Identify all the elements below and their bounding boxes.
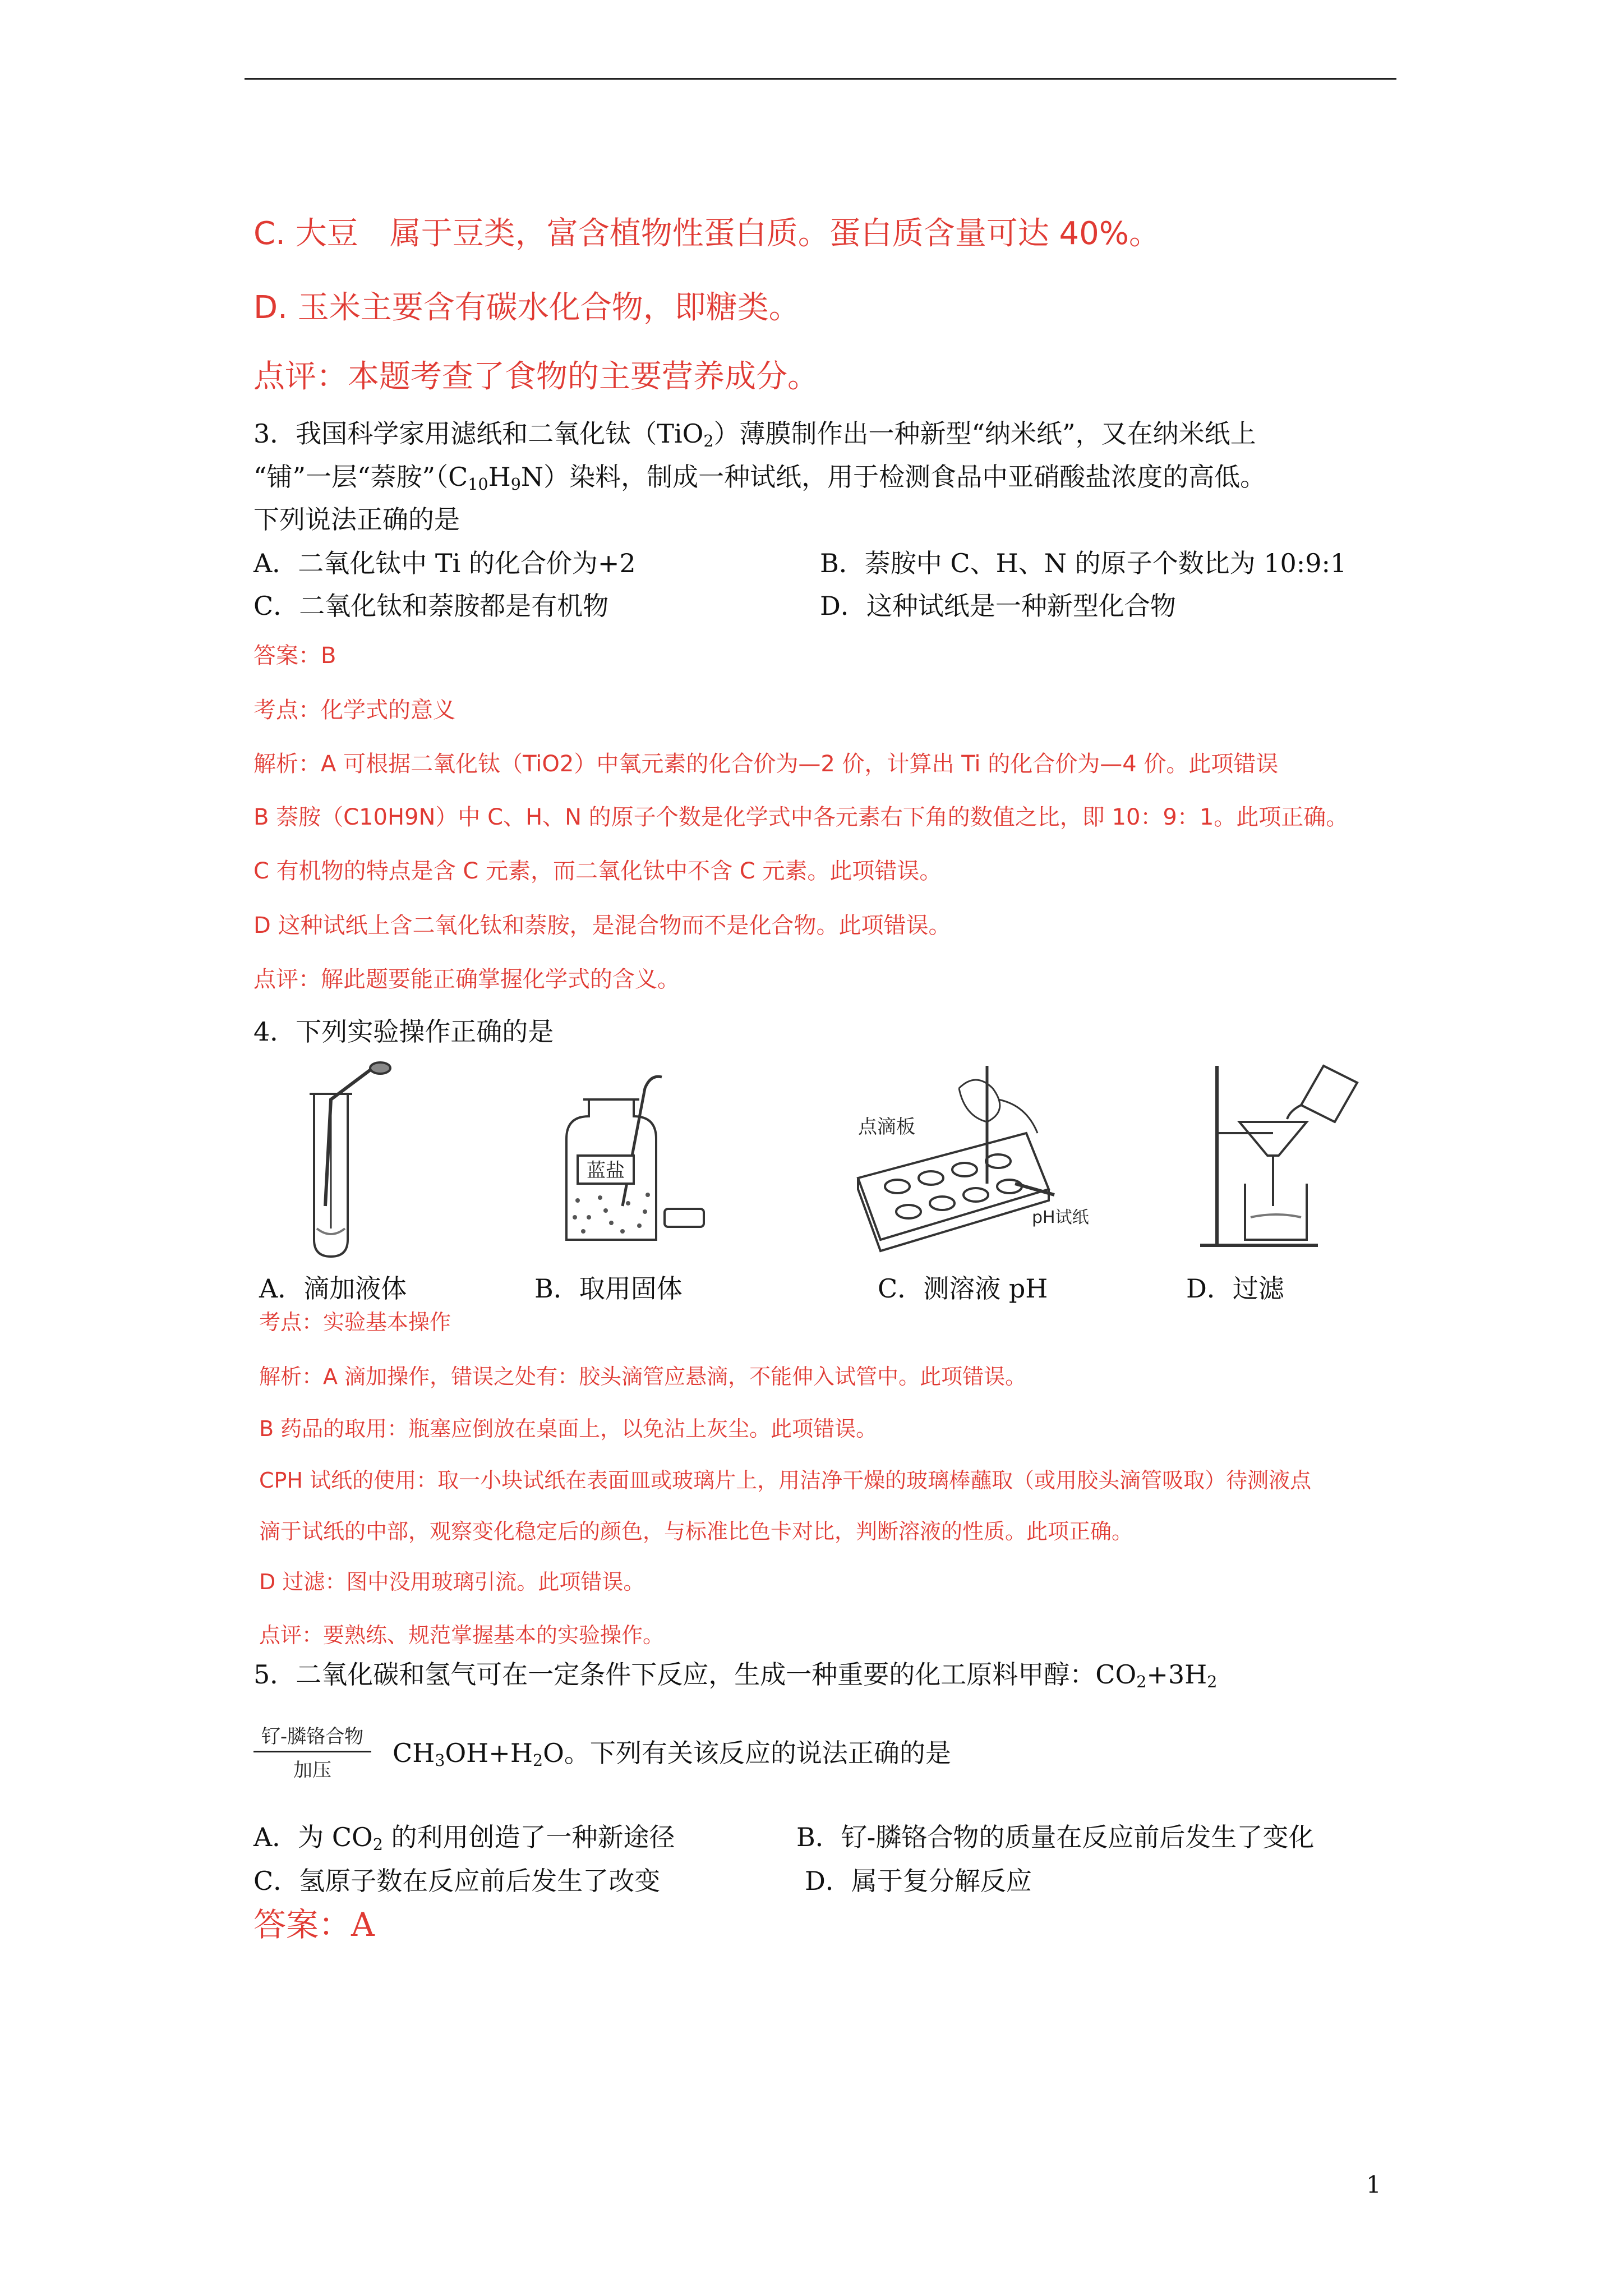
q3-option-c: C．二氧化钛和萘胺都是有机物: [253, 591, 609, 621]
q3-option-a: A．二氧化钛中 Ti 的化合价为+2: [253, 548, 636, 578]
reaction-pressure: 加压: [293, 1759, 331, 1782]
reaction-catalyst: 钌-膦铬合物: [253, 1721, 371, 1752]
q4-comment: 点评：要熟练、规范掌握基本的实验操作。: [259, 1623, 665, 1648]
q4-analysis-c-line2: 滴于试纸的中部，观察变化稳定后的颜色，与标准比色卡对比，判断溶液的性质。此项正确。: [259, 1519, 1133, 1544]
q5-option-b: B．钌-膦铬合物的质量在反应前后发生了变化: [796, 1822, 1315, 1852]
q4-option-a: A．滴加液体: [259, 1273, 407, 1304]
header-rule: [245, 78, 1396, 80]
q4-analysis-d: D 过滤：图中没用玻璃引流。此项错误。: [259, 1570, 645, 1594]
note-d: D. 玉米主要含有碳水化合物，即糖类。: [253, 289, 800, 326]
q4-analysis-c-line1: CPH 试纸的使用：取一小块试纸在表面皿或玻璃片上，用洁净干燥的玻璃棒蘸取（或用胶头滴管吸取）待测液点: [259, 1468, 1312, 1493]
q3-point: 考点：化学式的意义: [253, 697, 455, 723]
q5-option-d: D．属于复分解反应: [805, 1866, 1032, 1896]
q3-stem-line1: 3．我国科学家用滤纸和二氧化钛（TiO$_2$）薄膜制作出一种新型“纳米纸”，又在纳米纸上: [253, 418, 1256, 451]
figure-a-dropper-test-tube: [292, 1060, 404, 1262]
q4-option-b: B．取用固体: [534, 1273, 683, 1304]
reaction-condition: [253, 1721, 371, 1782]
q3-analysis-a: 解析：A 可根据二氧化钛（TiO2）中氧元素的化合价为—2 价，计算出 Ti 的化合价为—4 价。此项错误: [253, 751, 1279, 777]
note-c: C. 大豆 属于豆类，富含植物性蛋白质。蛋白质含量可达 40%。: [253, 215, 1160, 252]
q4-option-c: C．测溶液 pH: [878, 1273, 1048, 1304]
q4-option-d: D．过滤: [1186, 1273, 1284, 1304]
figure-b-label: 蓝盐: [587, 1159, 625, 1182]
figure-c-paper-label: pH试纸: [1032, 1208, 1089, 1227]
note-comment: 点评：本题考查了食物的主要营养成分。: [253, 358, 819, 395]
q4-stem: 4．下列实验操作正确的是: [253, 1016, 554, 1047]
q3-analysis-d: D 这种试纸上含二氧化钛和萘胺，是混合物而不是化合物。此项错误。: [253, 913, 951, 938]
q3-stem-line3: 下列说法正确的是: [253, 504, 460, 535]
q3-analysis-c: C 有机物的特点是含 C 元素，而二氧化钛中不含 C 元素。此项错误。: [253, 858, 942, 884]
page-number: 1: [1366, 2171, 1381, 2198]
figure-b-reagent-jar: [555, 1071, 712, 1251]
q4-analysis-b: B 药品的取用：瓶塞应倒放在桌面上，以免沾上灰尘。此项错误。: [259, 1416, 878, 1441]
q5-stem-line1: 5．二氧化碳和氢气可在一定条件下反应，生成一种重要的化工原料甲醇：$CO_2+3H_2$: [253, 1659, 1218, 1692]
figure-d-filtration: [1195, 1055, 1363, 1257]
q3-answer: 答案：B: [253, 643, 336, 669]
q3-option-d: D．这种试纸是一种新型化合物: [820, 591, 1176, 621]
q5-stem-line2: $CH_3OH+H_2O$。下列有关该反应的说法正确的是: [393, 1738, 951, 1770]
q4-analysis-a: 解析：A 滴加操作，错误之处有：胶头滴管应悬滴，不能伸入试管中。此项错误。: [259, 1364, 1027, 1389]
q5-option-a: A．为 $CO_2$ 的利用创造了一种新途径: [253, 1822, 675, 1855]
q3-comment: 点评：解此题要能正确掌握化学式的含义。: [253, 967, 680, 992]
q3-stem-line2: “铺”一层“萘胺$”(C_{10}H_9N)$染料，制成一种试纸，用于检测食品中亚硝酸盐浓度的高低。: [253, 462, 1266, 494]
q4-point: 考点：实验基本操作: [259, 1310, 451, 1335]
q5-answer: 答案：A: [253, 1906, 375, 1944]
q5-option-c: C．氢原子数在反应前后发生了改变: [253, 1866, 661, 1896]
q3-analysis-b: B 萘胺（C10H9N）中 C、H、N 的原子个数是化学式中各元素右下角的数值之比，即 10：9：1。此项正确。: [253, 804, 1349, 830]
figure-c-plate-label: 点滴板: [858, 1116, 915, 1138]
figure-c-spot-plate: [847, 1055, 1150, 1257]
q3-option-b: B．萘胺中 C、H、N 的原子个数比为 10:9:1: [820, 548, 1347, 578]
